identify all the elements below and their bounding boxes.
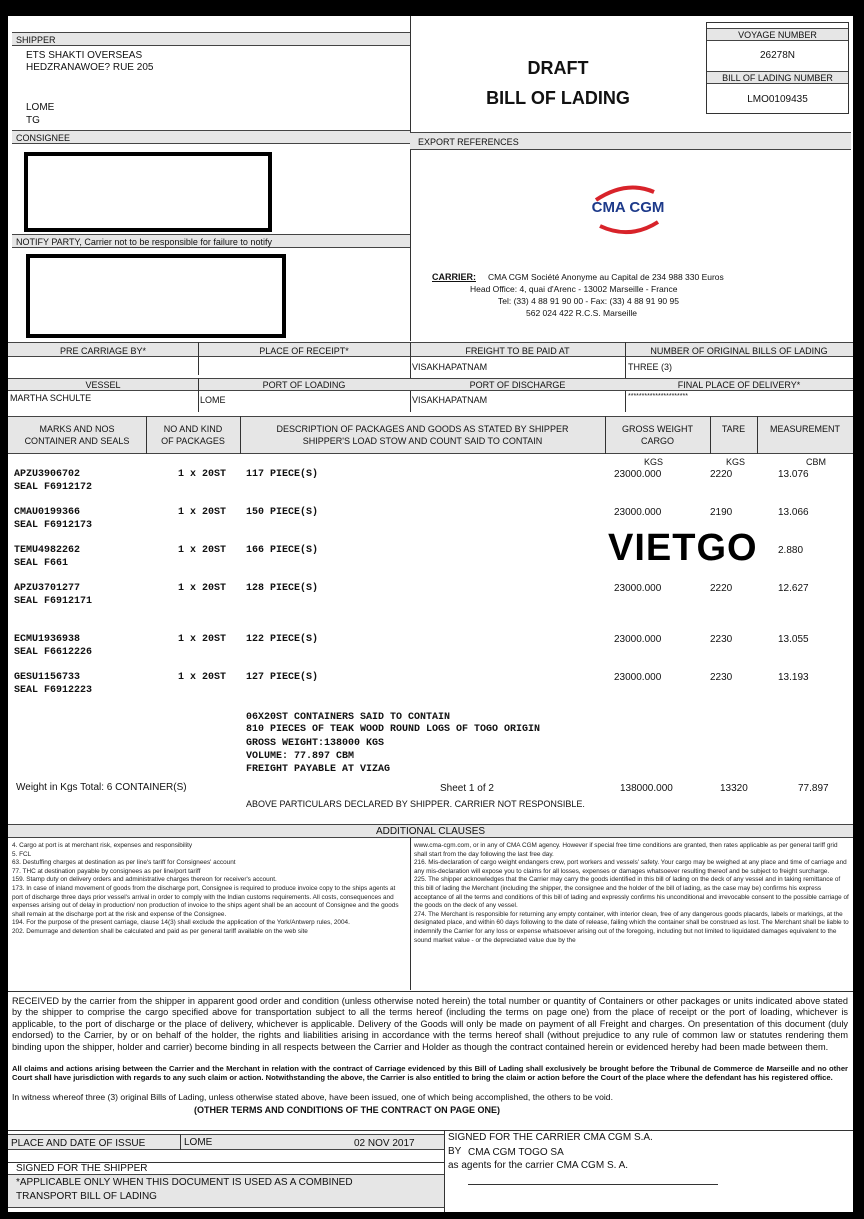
title-draft: DRAFT <box>527 58 589 78</box>
sheet-label: Sheet 1 of 2 <box>440 783 494 794</box>
piece-count: 166 PIECE(S) <box>246 545 319 556</box>
divider <box>757 416 758 454</box>
clauses-title: ADDITIONAL CLAUSES <box>375 826 486 837</box>
package-quantity: 1 x 20ST <box>178 507 227 518</box>
divider <box>710 416 711 454</box>
unit-gross: KGS <box>644 457 664 467</box>
carrier-label: CARRIER: <box>432 272 476 282</box>
col-desc: DESCRIPTION OF PACKAGES AND GOODS AS STATED BY SHIPPER <box>276 424 569 434</box>
received-terms: RECEIVED by the carrier from the shipper in apparent good order and condition (unless otherwise noted herein) the total number or quantity of Containers or other packages or units indicated above stated by the shipper to comprise the cargo specified above for transportation subject to all the terms hereof (including the terms on page one) from the place of receipt or the port of loading, whichever is applicable, to the port of discharge or the place of delivery, whichever is applicable. Delivery of the Goods will only be made on payment of all Freight and charges. On presentation of this document (duly endorsed) to the Carrier, by or on behalf of the holder, the rights and liabilities arising in accordance with the terms hereof shall (without prejudice to any rule of common law or statutes rendering them binding upon the shipper, holder and carrier) become binding in all respects between the Carrier and Holder as though the contract contained herein or evidenced hereby had been made between them. <box>12 996 848 1052</box>
pol-label: PORT OF LOADING <box>262 380 346 390</box>
gross-weight: 23000.000 <box>614 469 662 480</box>
shipper-line: HEDZRANAWOE? RUE 205 <box>26 62 154 73</box>
divider <box>146 416 147 454</box>
summary-line: 810 PIECES OF TEAK WOOD ROUND LOGS OF TOGO ORIGIN <box>246 724 541 735</box>
originals-value: THREE (3) <box>628 362 673 372</box>
gross-weight: 23000.000 <box>614 634 662 645</box>
clause-item: 225. The shipper acknowledges that the Carrier may carry the goods identified in this bill of lading on the deck of any vessel and in taking remittance of this bill of lading the Merchant (including the shipper, the consignee and the holder of the bill of lading, as the case may be) confirms his express acceptance of all the terms and conditions of this bill of lading and expressly confirms his unconditional and irrevocable consent to the possible carriage of the goods on the deck of any vessel. <box>414 876 849 910</box>
carrier-line: 562 024 422 R.C.S. Marseille <box>526 308 638 318</box>
container-number: TEMU4982262 <box>14 545 81 556</box>
signed-carrier: SIGNED FOR THE CARRIER CMA CGM S.A. <box>448 1132 653 1143</box>
tare-weight: 2220 <box>710 583 733 594</box>
divider <box>240 416 241 454</box>
shipper-label: SHIPPER <box>16 35 56 45</box>
clause-item: 173. In case of inland movement of goods from the discharge port, Consignee is required to produce invoice copy to the ships agents at port of discharge three days prior vessel's arrival in order to comply with the Indian customs requirements. All costs, consequences and expenses arising out of delay in production/ non production of invoice to the ships agent shall be an account of Consignee and the goods shall remain at the discharge port at the risk and expense of the Consignee. <box>12 884 399 918</box>
col-measurement: MEASUREMENT <box>769 424 840 434</box>
voyage-value: 26278N <box>759 50 796 61</box>
tare-weight: 2190 <box>710 507 733 518</box>
clause-item: 4. Cargo at port is at merchant risk, expenses and responsibility <box>12 842 193 849</box>
notify-label: NOTIFY PARTY, Carrier not to be responsible for failure to notify <box>16 237 272 247</box>
container-number: GESU1156733 <box>14 672 81 683</box>
vessel-label: VESSEL <box>85 380 121 390</box>
clause-item: 274. The Merchant is responsible for returning any empty container, with interior clean, free of any dangerous goods placards, labels or markings, at the designated place, and within 60 days following to the date of release, failing which the container shall be construed as lost. The Merchant shall be liable to indemnify the Carrier for any loss or expense whatsoever arising out of the foregoing, including but not limited to liquidated damages equivalent to the sound market value - or the depreciated value due by the <box>414 910 849 944</box>
signature-line <box>468 1184 718 1185</box>
divider <box>180 1134 181 1150</box>
clause-item: 194. For the purpose of the present carriage, clause 14(3) shall exclude the application of the York/Antwerp rules, 2004. <box>12 919 350 927</box>
piece-count: 128 PIECE(S) <box>246 583 319 594</box>
container-number: APZU3701277 <box>14 583 81 594</box>
freight-label: FREIGHT TO BE PAID AT <box>465 346 570 356</box>
col-gross: CARGO <box>640 436 674 446</box>
divider <box>8 1130 853 1131</box>
bl-value: LMO0109435 <box>747 94 808 105</box>
shipper-label-bar <box>12 32 410 46</box>
tare-weight: 2220 <box>710 469 733 480</box>
seal-number: SEAL F661 <box>14 558 69 569</box>
cargo-header-bar <box>8 416 853 454</box>
piece-count: 150 PIECE(S) <box>246 507 319 518</box>
jurisdiction-terms: All claims and actions arising between the Carrier and the Merchant in relation with the contract of Carriage evidenced by this Bill of Lading shall exclusively be brought before the Tribunal de Commerce de Marseille and no other Court shall have jurisdiction with regards to any such claim or action. Notwithstanding the above, the Carrier is also entitled to bring the claim or action before the Court of the place where the defendant has his registered office. <box>12 1064 848 1083</box>
col-marks: CONTAINER AND SEALS <box>24 436 130 446</box>
gross-weight: 23000.000 <box>614 507 662 518</box>
measurement: 13.066 <box>778 507 809 518</box>
measurement: 2.880 <box>778 545 804 556</box>
package-quantity: 1 x 20ST <box>178 634 227 645</box>
signed-shipper: SIGNED FOR THE SHIPPER <box>16 1163 148 1174</box>
col-gross: GROSS WEIGHT <box>621 424 693 434</box>
title-bill-of-lading: BILL OF LADING <box>486 88 630 108</box>
divider <box>8 991 853 992</box>
summary-line: FREIGHT PAYABLE AT VIZAG <box>246 764 391 775</box>
originals-label: NUMBER OF ORIGINAL BILLS OF LADING <box>650 346 828 356</box>
applicable-note: *APPLICABLE ONLY WHEN THIS DOCUMENT IS USED AS A COMBINED <box>16 1177 353 1188</box>
date-value: 02 NOV 2017 <box>354 1138 415 1149</box>
container-number: APZU3906702 <box>14 469 81 480</box>
pre-carriage-label: PRE CARRIAGE BY* <box>59 346 147 356</box>
clauses-right <box>414 842 850 988</box>
total-label: Weight in Kgs Total: 6 CONTAINER(S) <box>16 782 187 793</box>
total-gross: 138000.000 <box>620 783 673 794</box>
piece-count: 127 PIECE(S) <box>246 672 319 683</box>
place-value: LOME <box>184 1137 213 1148</box>
gross-weight: 23000.000 <box>614 672 662 683</box>
final-delivery-label: FINAL PLACE OF DELIVERY* <box>677 380 801 390</box>
col-tare: TARE <box>721 424 746 434</box>
clause-item: 5. FCL <box>12 850 32 858</box>
logo-text: CMA CGM <box>591 199 665 216</box>
divider <box>605 416 606 454</box>
pol-value: LOME <box>200 395 226 405</box>
measurement: 13.193 <box>778 672 809 683</box>
seal-number: SEAL F6612226 <box>14 647 93 658</box>
redacted-consignee <box>24 152 272 232</box>
package-quantity: 1 x 20ST <box>178 583 227 594</box>
package-quantity: 1 x 20ST <box>178 545 227 556</box>
clause-item: 77. THC at destination payable by consignees as per line/port tariff <box>12 867 201 875</box>
summary-line: VOLUME: 77.897 CBM <box>246 751 355 762</box>
shipper-line: ETS SHAKTI OVERSEAS <box>26 50 143 61</box>
by-label: BY <box>448 1146 462 1157</box>
applicable-note: TRANSPORT BILL OF LADING <box>16 1191 157 1202</box>
agent-note: as agents for the carrier CMA CGM S. A. <box>448 1160 629 1171</box>
declared-note: ABOVE PARTICULARS DECLARED BY SHIPPER. CARRIER NOT RESPONSIBLE. <box>246 799 585 809</box>
carrier-line: CMA CGM Société Anonyme au Capital de 234 988 330 Euros <box>488 272 724 282</box>
pod-value: VISAKHAPATNAM <box>412 395 488 405</box>
carrier-line: Tel: (33) 4 88 91 90 00 - Fax: (33) 4 88 91 90 95 <box>498 296 679 306</box>
agent-name: CMA CGM TOGO SA <box>468 1147 564 1158</box>
col-desc: SHIPPER'S LOAD STOW AND COUNT SAID TO CONTAIN <box>302 436 543 446</box>
measurement: 13.076 <box>778 469 809 480</box>
clauses-left <box>12 842 406 988</box>
unit-tare: KGS <box>726 457 746 467</box>
divider <box>410 838 411 990</box>
vessel-value: MARTHA SCHULTE <box>10 393 92 403</box>
place-label: PLACE AND DATE OF ISSUE <box>11 1138 146 1149</box>
vietgo-watermark: VIETGO <box>608 527 758 569</box>
voyage-label: VOYAGE NUMBER <box>738 30 817 40</box>
tare-weight: 2230 <box>710 672 733 683</box>
bl-label: BILL OF LADING NUMBER <box>722 73 833 83</box>
divider <box>444 1130 445 1212</box>
clause-item: 63. Destuffing charges at destination as per line's tariff for Consignees' account <box>12 859 236 867</box>
col-marks: MARKS AND NOS <box>39 424 115 434</box>
divider <box>410 16 411 341</box>
container-number: ECMU1936938 <box>14 634 81 645</box>
seal-number: SEAL F6912172 <box>14 482 93 493</box>
gross-weight: 23000.000 <box>614 583 662 594</box>
shipper-line: LOME <box>26 102 55 113</box>
unit-meas: CBM <box>806 457 826 467</box>
bill-of-lading-document <box>8 16 853 1212</box>
pod-label: PORT OF DISCHARGE <box>469 380 566 390</box>
other-terms: (OTHER TERMS AND CONDITIONS OF THE CONTRACT ON PAGE ONE) <box>194 1105 500 1115</box>
summary-line: GROSS WEIGHT:138000 KGS <box>246 738 385 749</box>
cma-cgm-logo <box>578 178 678 240</box>
clause-item: 159. Stamp duty on delivery orders and administrative charges thereon for receiver's account. <box>12 876 277 884</box>
summary-line: 06X20ST CONTAINERS SAID TO CONTAIN <box>246 712 451 723</box>
tare-weight: 2230 <box>710 634 733 645</box>
col-kind: OF PACKAGES <box>161 436 225 446</box>
package-quantity: 1 x 20ST <box>178 672 227 683</box>
consignee-label: CONSIGNEE <box>16 133 71 143</box>
clause-item: 202. Demurrage and detention shall be calculated and paid as per general tariff available on the web site <box>12 927 308 935</box>
piece-count: 122 PIECE(S) <box>246 634 319 645</box>
measurement: 12.627 <box>778 583 809 594</box>
shipper-line: TG <box>26 115 40 126</box>
seal-number: SEAL F6912223 <box>14 685 93 696</box>
clause-item: 216. Mis-declaration of cargo weight endangers crew, port workers and vessels' safety. Your cargo may be weighed at any place and time of carriage and any mis-declaration will expose you to claims for all losses, expenses or damages whatsoever resulting thereof and be subject to freight surcharge. <box>414 859 847 875</box>
receipt-label: PLACE OF RECEIPT* <box>259 346 349 356</box>
clause-item: www.cma-cgm.com, or in any of CMA CGM agency. However if special free time conditions are granted, then rates applicable as per general tariff grid shall start from the day following the last free day. <box>414 842 838 858</box>
total-meas: 77.897 <box>798 783 829 794</box>
redacted-notify-party <box>26 254 286 338</box>
consignee-label-bar <box>12 130 410 144</box>
seal-number: SEAL F6912171 <box>14 596 93 607</box>
total-tare: 13320 <box>720 783 748 794</box>
col-kind: NO AND KIND <box>163 424 223 434</box>
final-delivery-value: ********************** <box>628 393 688 400</box>
container-number: CMAU0199366 <box>14 507 81 518</box>
export-label: EXPORT REFERENCES <box>418 137 519 147</box>
measurement: 13.055 <box>778 634 809 645</box>
carrier-line: Head Office: 4, quai d'Arenc - 13002 Marseille - France <box>470 284 678 294</box>
piece-count: 117 PIECE(S) <box>246 469 319 480</box>
witness-terms: In witness whereof three (3) original Bills of Lading, unless otherwise stated above, have been issued, one of which being accomplished, the others to be void. <box>12 1092 613 1102</box>
seal-number: SEAL F6912173 <box>14 520 93 531</box>
freight-value: VISAKHAPATNAM <box>412 362 488 372</box>
package-quantity: 1 x 20ST <box>178 469 227 480</box>
